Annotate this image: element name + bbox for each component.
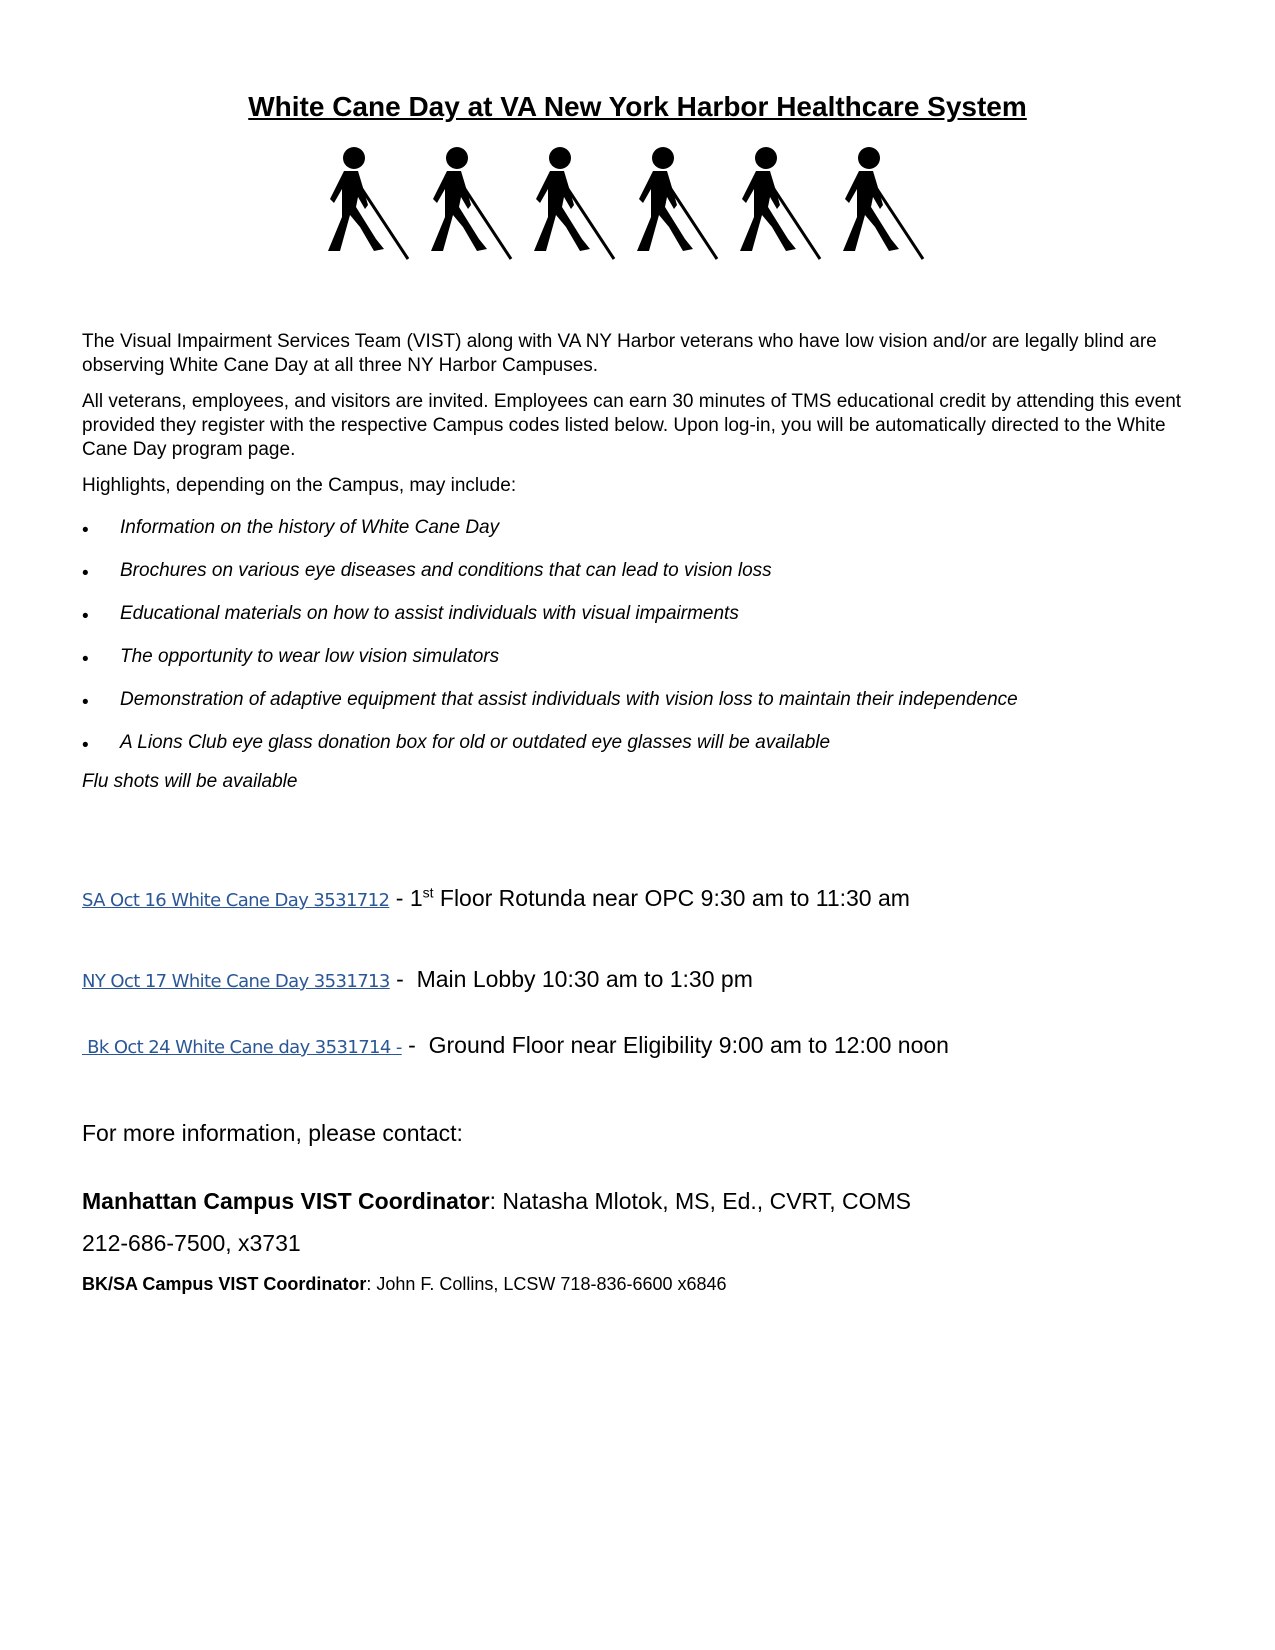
floor-number: 1 <box>409 885 423 911</box>
contact-intro: For more information, please contact: <box>82 1120 463 1146</box>
person-walking-with-white-cane-icon <box>732 145 832 261</box>
page-title: White Cane Day at VA New York Harbor Healthcare System <box>248 91 1027 122</box>
cane-figures-row <box>320 145 960 261</box>
highlights-heading: Highlights, depending on the Campus, may include: <box>82 475 517 496</box>
ny-registration-link[interactable]: NY Oct 17 White Cane Day 3531713 <box>82 971 390 992</box>
list-item-text: Demonstration of adaptive equipment that assist individuals with vision loss to maintain their independence <box>120 689 1018 710</box>
list-item <box>82 688 1197 731</box>
bullet-icon: • <box>82 563 89 584</box>
bksa-coordinator-details: : John F. Collins, LCSW 718-836-6600 x6846 <box>366 1274 727 1294</box>
bullet-icon: • <box>82 735 89 756</box>
event-details: Main Lobby 10:30 am to 1:30 pm <box>416 966 753 992</box>
person-walking-with-white-cane-icon <box>423 145 523 261</box>
intro-paragraph-vist: The Visual Impairment Services Team (VIST) along with VA NY Harbor veterans who have low vision and/or are legally blind are observing White Cane Day at all three NY Harbor Campuses. <box>82 331 1157 376</box>
bullet-icon: • <box>82 692 89 713</box>
list-item <box>82 559 1197 602</box>
event-separator: - <box>389 885 410 911</box>
list-item <box>82 516 1197 559</box>
manhattan-coordinator-label: Manhattan Campus VIST Coordinator <box>82 1188 490 1214</box>
bullet-icon: • <box>82 606 89 627</box>
person-walking-with-white-cane-icon <box>629 145 729 261</box>
event-row-ny <box>82 964 753 997</box>
intro-paragraph-invitation: All veterans, employees, and visitors are invited. Employees can earn 30 minutes of TMS educational credit by attending this event provided they register with the respective Campus codes listed below. Upon log-in, you will be automatically directed to the White Cane Day program page. <box>82 391 1182 460</box>
person-walking-with-white-cane-icon <box>835 145 935 261</box>
list-item <box>82 645 1197 688</box>
manhattan-coordinator-phone: 212-686-7500, x3731 <box>82 1230 301 1256</box>
event-separator: - <box>401 1032 429 1058</box>
manhattan-coordinator-name: : Natasha Mlotok, MS, Ed., CVRT, COMS <box>489 1188 912 1214</box>
list-item-text: Educational materials on how to assist individuals with visual impairments <box>120 603 739 624</box>
list-item-text: A Lions Club eye glass donation box for old or outdated eye glasses will be available <box>120 732 831 753</box>
bksa-coordinator <box>82 1272 727 1296</box>
list-item-text: Brochures on various eye diseases and conditions that can lead to vision loss <box>120 560 772 581</box>
list-item <box>82 731 1197 774</box>
list-item-text: Information on the history of White Cane Day <box>120 517 500 538</box>
list-item-text: The opportunity to wear low vision simulators <box>120 646 500 667</box>
bksa-coordinator-label: BK/SA Campus VIST Coordinator <box>82 1274 367 1294</box>
event-details: Floor Rotunda near OPC 9:30 am to 11:30 am <box>433 885 910 911</box>
bk-registration-link[interactable]: Bk Oct 24 White Cane day 3531714 - <box>82 1037 402 1058</box>
bullet-icon: • <box>82 649 89 670</box>
person-walking-with-white-cane-icon <box>526 145 626 261</box>
event-separator: - <box>389 966 417 992</box>
event-row-bk <box>82 1030 949 1063</box>
sa-registration-link[interactable]: SA Oct 16 White Cane Day 3531712 <box>82 890 390 911</box>
floor-ordinal-suffix: st <box>422 884 434 901</box>
event-row-sa <box>82 883 910 916</box>
flu-shots-note: Flu shots will be available <box>82 771 298 792</box>
manhattan-coordinator <box>82 1186 911 1216</box>
list-item <box>82 602 1197 645</box>
person-walking-with-white-cane-icon <box>320 145 420 261</box>
bullet-icon: • <box>82 520 89 541</box>
event-details: Ground Floor near Eligibility 9:00 am to 12:00 noon <box>428 1032 949 1058</box>
highlights-list <box>82 516 1197 774</box>
